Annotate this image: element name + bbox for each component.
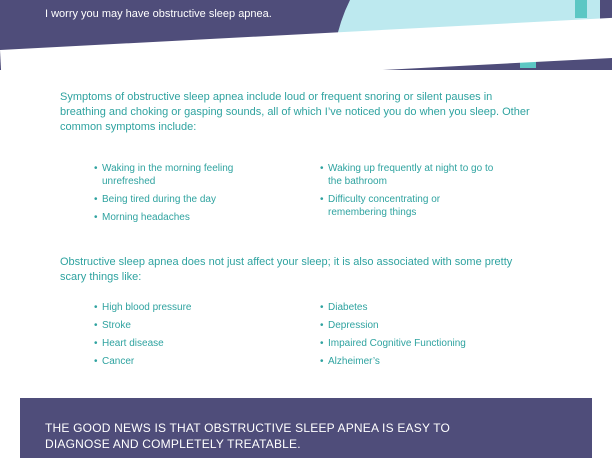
list-item: • Alzheimer’s — [320, 356, 380, 367]
list-item: • High blood pressure — [94, 302, 192, 313]
good-news-banner — [20, 398, 592, 458]
associated-intro: Obstructive sleep apnea does not just affect your sleep; it is also associated with some pretty scary things like: — [60, 256, 513, 283]
symptoms-list-right — [320, 162, 495, 224]
bullet-icon: • — [94, 212, 98, 223]
bullet-icon: • — [94, 194, 98, 205]
bullet-icon: • — [94, 338, 98, 349]
associated-list-left — [94, 301, 294, 373]
good-news-text: THE GOOD NEWS IS THAT OBSTRUCTIVE SLEEP APNEA IS EASY TO DIAGNOSE AND COMPLETELY TREATABLE. — [45, 421, 451, 451]
associated-list-right — [320, 301, 520, 373]
bullet-icon: • — [94, 356, 98, 367]
list-item: • Impaired Cognitive Functioning — [320, 338, 466, 349]
bullet-icon: • — [320, 320, 324, 331]
bullet-icon: • — [94, 320, 98, 331]
list-item: • Waking in the morning feeling unrefreshed — [94, 163, 234, 187]
list-item: • Morning headaches — [94, 212, 190, 223]
symptoms-list-left — [94, 162, 269, 229]
symptoms-intro: Symptoms of obstructive sleep apnea include loud or frequent snoring or silent pauses in breathing and choking or gasping sounds, all of which I’ve noticed you do when you sleep. Other common symptoms include: — [60, 91, 530, 133]
list-item: • Being tired during the day — [94, 194, 216, 205]
list-item: • Heart disease — [94, 338, 164, 349]
bullet-icon: • — [320, 356, 324, 367]
bullet-icon: • — [320, 194, 324, 205]
header-text: I worry you may have obstructive sleep apnea. — [45, 8, 272, 20]
list-item: • Stroke — [94, 320, 131, 331]
bullet-icon: • — [94, 163, 98, 174]
bullet-icon: • — [320, 163, 324, 174]
list-item: • Cancer — [94, 356, 135, 367]
bullet-icon: • — [320, 338, 324, 349]
bullet-icon: • — [94, 302, 98, 313]
bullet-icon: • — [320, 302, 324, 313]
list-item: • Depression — [320, 320, 379, 331]
list-item: • Waking up frequently at night to go to the bathroom — [320, 163, 494, 187]
list-item: • Difficulty concentrating or remembering things — [320, 194, 441, 218]
list-item: • Diabetes — [320, 302, 368, 313]
